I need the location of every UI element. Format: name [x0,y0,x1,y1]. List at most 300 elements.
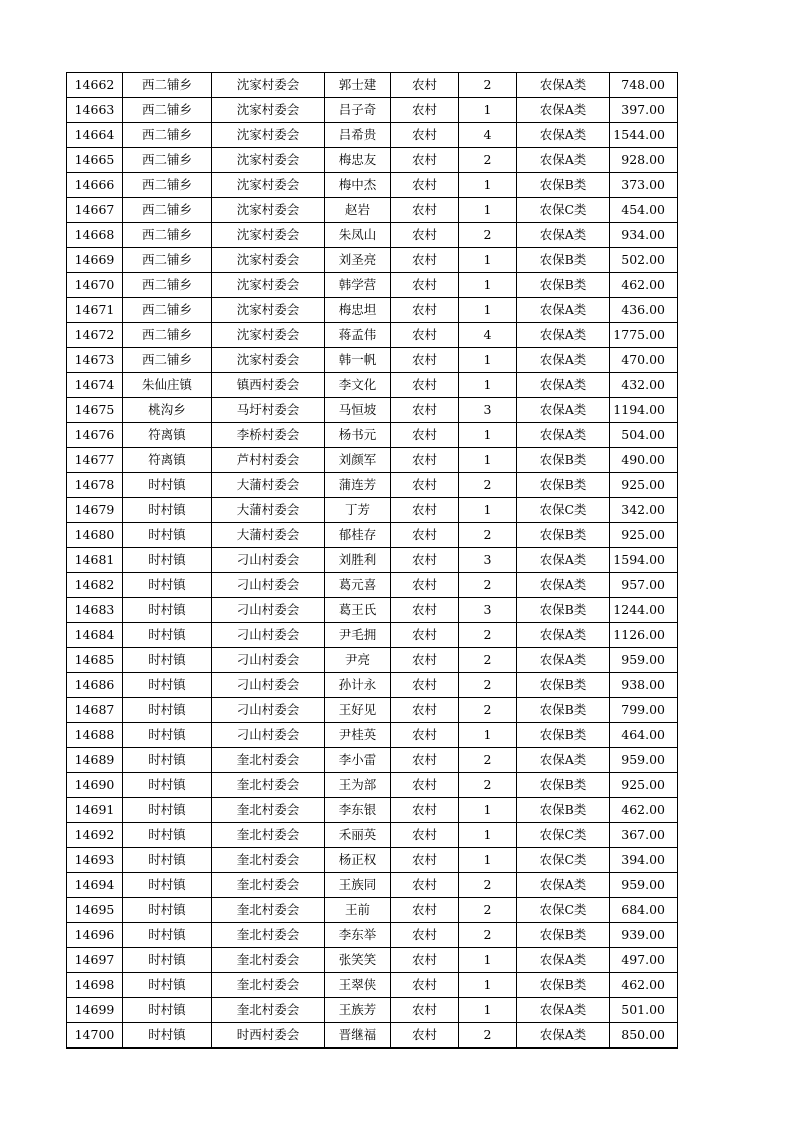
person-count-cell: 2 [459,748,517,773]
person-count-cell: 4 [459,323,517,348]
table-row [67,448,678,473]
insurance-category-cell: 农保A类 [517,1023,610,1049]
name-cell: 赵岩 [325,198,391,223]
insurance-category-cell: 农保B类 [517,773,610,798]
village-committee-cell: 沈家村委会 [212,173,325,198]
name-cell: 王前 [325,898,391,923]
township-cell: 时村镇 [123,623,212,648]
name-cell: 孙计永 [325,673,391,698]
village-committee-cell: 刁山村委会 [212,623,325,648]
insurance-category-cell: 农保C类 [517,898,610,923]
household-type-cell: 农村 [391,498,459,523]
household-type-cell: 农村 [391,248,459,273]
name-cell: 蒋孟伟 [325,323,391,348]
table-row [67,998,678,1023]
amount-cell: 1244.00 [610,598,678,623]
serial-number-cell: 14667 [67,198,123,223]
insurance-category-cell: 农保B类 [517,248,610,273]
township-cell: 西二铺乡 [123,148,212,173]
insurance-category-cell: 农保C类 [517,198,610,223]
amount-cell: 925.00 [610,523,678,548]
person-count-cell: 1 [459,98,517,123]
table-row [67,123,678,148]
serial-number-cell: 14686 [67,673,123,698]
serial-number-cell: 14690 [67,773,123,798]
name-cell: 王为部 [325,773,391,798]
table-row [67,973,678,998]
household-type-cell: 农村 [391,673,459,698]
township-cell: 时村镇 [123,523,212,548]
household-type-cell: 农村 [391,748,459,773]
person-count-cell: 2 [459,898,517,923]
insurance-category-cell: 农保B类 [517,698,610,723]
serial-number-cell: 14679 [67,498,123,523]
insurance-category-cell: 农保A类 [517,648,610,673]
name-cell: 李小雷 [325,748,391,773]
insurance-category-cell: 农保C类 [517,823,610,848]
insurance-category-cell: 农保B类 [517,273,610,298]
township-cell: 时村镇 [123,898,212,923]
serial-number-cell: 14670 [67,273,123,298]
person-count-cell: 2 [459,573,517,598]
serial-number-cell: 14691 [67,798,123,823]
serial-number-cell: 14681 [67,548,123,573]
person-count-cell: 1 [459,423,517,448]
person-count-cell: 1 [459,798,517,823]
township-cell: 西二铺乡 [123,223,212,248]
village-committee-cell: 奎北村委会 [212,948,325,973]
table-row [67,548,678,573]
amount-cell: 497.00 [610,948,678,973]
household-type-cell: 农村 [391,348,459,373]
serial-number-cell: 14687 [67,698,123,723]
person-count-cell: 2 [459,873,517,898]
village-committee-cell: 时西村委会 [212,1023,325,1049]
name-cell: 刘圣亮 [325,248,391,273]
table-row [67,923,678,948]
insurance-category-cell: 农保B类 [517,923,610,948]
village-committee-cell: 奎北村委会 [212,973,325,998]
village-committee-cell: 刁山村委会 [212,573,325,598]
township-cell: 桃沟乡 [123,398,212,423]
person-count-cell: 1 [459,848,517,873]
village-committee-cell: 沈家村委会 [212,73,325,98]
table-row [67,323,678,348]
amount-cell: 939.00 [610,923,678,948]
village-committee-cell: 沈家村委会 [212,98,325,123]
person-count-cell: 1 [459,823,517,848]
amount-cell: 504.00 [610,423,678,448]
township-cell: 时村镇 [123,923,212,948]
name-cell: 李文化 [325,373,391,398]
name-cell: 王翠侠 [325,973,391,998]
person-count-cell: 1 [459,723,517,748]
name-cell: 马恒坡 [325,398,391,423]
township-cell: 时村镇 [123,998,212,1023]
person-count-cell: 2 [459,623,517,648]
village-committee-cell: 沈家村委会 [212,198,325,223]
name-cell: 李东银 [325,798,391,823]
township-cell: 西二铺乡 [123,98,212,123]
amount-cell: 799.00 [610,698,678,723]
village-committee-cell: 沈家村委会 [212,223,325,248]
township-cell: 符离镇 [123,423,212,448]
insurance-category-cell: 农保A类 [517,73,610,98]
table-row [67,298,678,323]
village-committee-cell: 沈家村委会 [212,273,325,298]
insurance-category-cell: 农保A类 [517,148,610,173]
person-count-cell: 1 [459,298,517,323]
township-cell: 时村镇 [123,648,212,673]
serial-number-cell: 14693 [67,848,123,873]
household-type-cell: 农村 [391,698,459,723]
insurance-category-cell: 农保A类 [517,948,610,973]
table-row [67,798,678,823]
household-type-cell: 农村 [391,898,459,923]
amount-cell: 959.00 [610,873,678,898]
serial-number-cell: 14699 [67,998,123,1023]
insurance-category-cell: 农保A类 [517,123,610,148]
table-row [67,873,678,898]
name-cell: 尹毛拥 [325,623,391,648]
serial-number-cell: 14680 [67,523,123,548]
township-cell: 时村镇 [123,498,212,523]
amount-cell: 454.00 [610,198,678,223]
table-row [67,398,678,423]
serial-number-cell: 14695 [67,898,123,923]
village-committee-cell: 沈家村委会 [212,298,325,323]
table-row [67,773,678,798]
village-committee-cell: 镇西村委会 [212,373,325,398]
person-count-cell: 1 [459,373,517,398]
table-row [67,73,678,98]
township-cell: 时村镇 [123,473,212,498]
serial-number-cell: 14700 [67,1023,123,1049]
household-type-cell: 农村 [391,473,459,498]
serial-number-cell: 14668 [67,223,123,248]
township-cell: 时村镇 [123,848,212,873]
village-committee-cell: 刁山村委会 [212,698,325,723]
insurance-category-cell: 农保B类 [517,598,610,623]
village-committee-cell: 马圩村委会 [212,398,325,423]
table-row [67,98,678,123]
name-cell: 郁桂存 [325,523,391,548]
village-committee-cell: 奎北村委会 [212,798,325,823]
amount-cell: 928.00 [610,148,678,173]
amount-cell: 490.00 [610,448,678,473]
serial-number-cell: 14683 [67,598,123,623]
name-cell: 韩一帆 [325,348,391,373]
township-cell: 时村镇 [123,698,212,723]
village-committee-cell: 大蒲村委会 [212,473,325,498]
table-row [67,598,678,623]
table-row [67,673,678,698]
insurance-category-cell: 农保A类 [517,323,610,348]
table-row [67,948,678,973]
person-count-cell: 2 [459,473,517,498]
township-cell: 西二铺乡 [123,348,212,373]
amount-cell: 397.00 [610,98,678,123]
person-count-cell: 1 [459,348,517,373]
table-row [67,648,678,673]
person-count-cell: 2 [459,773,517,798]
household-type-cell: 农村 [391,973,459,998]
village-committee-cell: 沈家村委会 [212,248,325,273]
household-type-cell: 农村 [391,623,459,648]
township-cell: 时村镇 [123,548,212,573]
household-type-cell: 农村 [391,73,459,98]
village-committee-cell: 沈家村委会 [212,123,325,148]
insurance-category-cell: 农保A类 [517,873,610,898]
township-cell: 时村镇 [123,673,212,698]
person-count-cell: 1 [459,998,517,1023]
table-row [67,498,678,523]
name-cell: 杨正权 [325,848,391,873]
amount-cell: 1194.00 [610,398,678,423]
table-row [67,848,678,873]
table-row [67,623,678,648]
village-committee-cell: 沈家村委会 [212,348,325,373]
table-row [67,1023,678,1049]
person-count-cell: 3 [459,598,517,623]
insurance-category-cell: 农保A类 [517,373,610,398]
amount-cell: 470.00 [610,348,678,373]
household-type-cell: 农村 [391,598,459,623]
household-type-cell: 农村 [391,298,459,323]
insurance-category-cell: 农保A类 [517,548,610,573]
person-count-cell: 2 [459,223,517,248]
person-count-cell: 2 [459,148,517,173]
household-type-cell: 农村 [391,423,459,448]
person-count-cell: 2 [459,648,517,673]
township-cell: 西二铺乡 [123,273,212,298]
township-cell: 时村镇 [123,823,212,848]
table-row [67,223,678,248]
person-count-cell: 1 [459,173,517,198]
household-type-cell: 农村 [391,398,459,423]
village-committee-cell: 奎北村委会 [212,773,325,798]
insurance-category-cell: 农保A类 [517,223,610,248]
name-cell: 葛王氏 [325,598,391,623]
table-row [67,823,678,848]
household-type-cell: 农村 [391,773,459,798]
township-cell: 时村镇 [123,973,212,998]
serial-number-cell: 14666 [67,173,123,198]
household-type-cell: 农村 [391,323,459,348]
village-committee-cell: 芦村村委会 [212,448,325,473]
serial-number-cell: 14665 [67,148,123,173]
serial-number-cell: 14676 [67,423,123,448]
village-committee-cell: 李桥村委会 [212,423,325,448]
table-row [67,523,678,548]
village-committee-cell: 奎北村委会 [212,873,325,898]
household-type-cell: 农村 [391,998,459,1023]
village-committee-cell: 刁山村委会 [212,548,325,573]
insurance-category-cell: 农保A类 [517,423,610,448]
village-committee-cell: 大蒲村委会 [212,523,325,548]
name-cell: 韩学营 [325,273,391,298]
table-row [67,198,678,223]
amount-cell: 342.00 [610,498,678,523]
person-count-cell: 1 [459,948,517,973]
person-count-cell: 2 [459,673,517,698]
serial-number-cell: 14688 [67,723,123,748]
household-type-cell: 农村 [391,98,459,123]
village-committee-cell: 奎北村委会 [212,823,325,848]
household-type-cell: 农村 [391,723,459,748]
person-count-cell: 1 [459,198,517,223]
name-cell: 王好见 [325,698,391,723]
amount-cell: 959.00 [610,748,678,773]
name-cell: 朱凤山 [325,223,391,248]
name-cell: 蒲连芳 [325,473,391,498]
amount-cell: 394.00 [610,848,678,873]
amount-cell: 925.00 [610,773,678,798]
village-committee-cell: 奎北村委会 [212,748,325,773]
person-count-cell: 2 [459,523,517,548]
household-type-cell: 农村 [391,798,459,823]
amount-cell: 684.00 [610,898,678,923]
insurance-category-cell: 农保A类 [517,348,610,373]
person-count-cell: 4 [459,123,517,148]
serial-number-cell: 14682 [67,573,123,598]
person-count-cell: 3 [459,548,517,573]
name-cell: 刘颜军 [325,448,391,473]
household-type-cell: 农村 [391,223,459,248]
township-cell: 西二铺乡 [123,298,212,323]
household-type-cell: 农村 [391,523,459,548]
name-cell: 李东举 [325,923,391,948]
amount-cell: 462.00 [610,273,678,298]
household-type-cell: 农村 [391,173,459,198]
amount-cell: 501.00 [610,998,678,1023]
person-count-cell: 2 [459,698,517,723]
serial-number-cell: 14662 [67,73,123,98]
name-cell: 梅忠友 [325,148,391,173]
serial-number-cell: 14684 [67,623,123,648]
name-cell: 丁芳 [325,498,391,523]
serial-number-cell: 14673 [67,348,123,373]
amount-cell: 959.00 [610,648,678,673]
township-cell: 时村镇 [123,598,212,623]
insurance-category-cell: 农保B类 [517,798,610,823]
name-cell: 吕希贵 [325,123,391,148]
table-row [67,898,678,923]
insurance-category-cell: 农保A类 [517,398,610,423]
amount-cell: 1594.00 [610,548,678,573]
serial-number-cell: 14664 [67,123,123,148]
amount-cell: 432.00 [610,373,678,398]
name-cell: 晋继福 [325,1023,391,1049]
village-committee-cell: 奎北村委会 [212,898,325,923]
person-count-cell: 2 [459,923,517,948]
township-cell: 时村镇 [123,748,212,773]
township-cell: 西二铺乡 [123,248,212,273]
township-cell: 西二铺乡 [123,73,212,98]
village-committee-cell: 刁山村委会 [212,673,325,698]
insurance-category-cell: 农保B类 [517,673,610,698]
village-committee-cell: 刁山村委会 [212,723,325,748]
township-cell: 西二铺乡 [123,123,212,148]
insurance-category-cell: 农保A类 [517,573,610,598]
township-cell: 朱仙庄镇 [123,373,212,398]
amount-cell: 462.00 [610,798,678,823]
household-type-cell: 农村 [391,573,459,598]
person-count-cell: 2 [459,73,517,98]
amount-cell: 464.00 [610,723,678,748]
township-cell: 时村镇 [123,948,212,973]
insurance-category-cell: 农保A类 [517,748,610,773]
name-cell: 尹亮 [325,648,391,673]
table-row [67,473,678,498]
serial-number-cell: 14663 [67,98,123,123]
serial-number-cell: 14669 [67,248,123,273]
table-row [67,573,678,598]
name-cell: 刘胜利 [325,548,391,573]
person-count-cell: 1 [459,498,517,523]
township-cell: 西二铺乡 [123,173,212,198]
table-row [67,173,678,198]
township-cell: 西二铺乡 [123,323,212,348]
serial-number-cell: 14672 [67,323,123,348]
household-type-cell: 农村 [391,373,459,398]
village-committee-cell: 大蒲村委会 [212,498,325,523]
person-count-cell: 3 [459,398,517,423]
insurance-category-cell: 农保A类 [517,98,610,123]
household-type-cell: 农村 [391,923,459,948]
household-type-cell: 农村 [391,1023,459,1049]
household-type-cell: 农村 [391,448,459,473]
insurance-category-cell: 农保B类 [517,723,610,748]
household-type-cell: 农村 [391,948,459,973]
village-committee-cell: 奎北村委会 [212,923,325,948]
serial-number-cell: 14675 [67,398,123,423]
village-committee-cell: 刁山村委会 [212,598,325,623]
serial-number-cell: 14685 [67,648,123,673]
insurance-category-cell: 农保B类 [517,523,610,548]
insurance-category-cell: 农保B类 [517,973,610,998]
village-committee-cell: 沈家村委会 [212,148,325,173]
serial-number-cell: 14677 [67,448,123,473]
table-row [67,748,678,773]
township-cell: 时村镇 [123,573,212,598]
amount-cell: 957.00 [610,573,678,598]
table-row [67,698,678,723]
insurance-category-cell: 农保A类 [517,623,610,648]
person-count-cell: 1 [459,273,517,298]
table-row [67,373,678,398]
amount-cell: 938.00 [610,673,678,698]
amount-cell: 367.00 [610,823,678,848]
serial-number-cell: 14678 [67,473,123,498]
person-count-cell: 1 [459,448,517,473]
table-row [67,423,678,448]
serial-number-cell: 14692 [67,823,123,848]
name-cell: 王族芳 [325,998,391,1023]
name-cell: 梅中杰 [325,173,391,198]
name-cell: 吕子奇 [325,98,391,123]
township-cell: 时村镇 [123,798,212,823]
person-count-cell: 2 [459,1023,517,1049]
household-type-cell: 农村 [391,548,459,573]
household-type-cell: 农村 [391,848,459,873]
insurance-category-cell: 农保C类 [517,848,610,873]
table-body [67,73,678,1049]
table-row [67,348,678,373]
amount-cell: 1544.00 [610,123,678,148]
serial-number-cell: 14697 [67,948,123,973]
amount-cell: 462.00 [610,973,678,998]
